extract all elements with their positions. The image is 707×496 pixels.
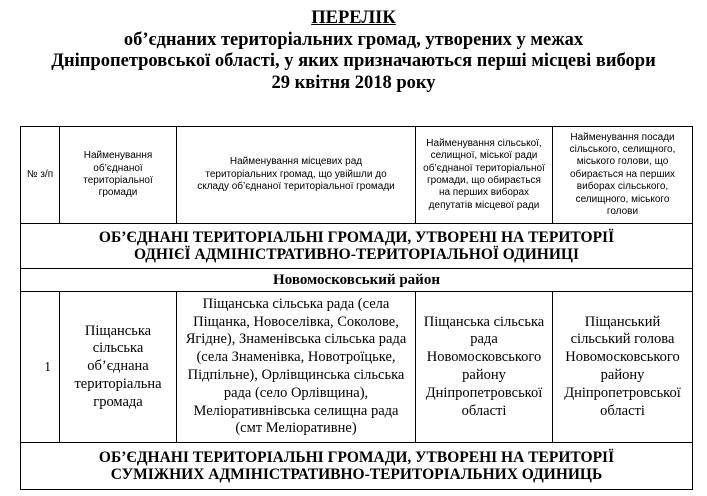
- document-title: [0, 8, 707, 94]
- header-community: Найменування об’єднаної територіальної громади: [60, 127, 177, 224]
- title-date: 29 квітня 2018 року: [271, 72, 436, 93]
- title-line-3: Дніпропетровської області, у яких призначаються перші місцеві вибори: [51, 51, 656, 71]
- section-heading-single-unit: [21, 224, 693, 269]
- district-heading: [21, 269, 693, 292]
- section-1-line-1: ОБ’ЄДНАНІ ТЕРИТОРІАЛЬНІ ГРОМАДИ, УТВОРЕНІ НА ТЕРИТОРІЇ: [98, 229, 615, 246]
- communities-table: [20, 126, 693, 490]
- row-head: Піщанський сільський голова Новомосковського району Дніпропетровської області: [553, 292, 693, 443]
- header-number: № з/п: [21, 127, 60, 224]
- section-1-line-2: ОДНІЄЇ АДМІНІСТРАТИВНО-ТЕРИТОРІАЛЬНОЇ ОДИНИЦІ: [133, 246, 580, 263]
- row-councils: Піщанська сільська рада (села Піщанка, Новоселівка, Соколове, Ягідне), Знаменівська сільська рада (села Знаменівка, Новотроїцьке, Підпільне), Орлівщинська сільська рада (село Орлівщина), Меліоративнівська селищна рада (смт Меліоративне): [177, 292, 416, 443]
- table-header-row: [21, 127, 693, 224]
- district-name: Новомосковський район: [21, 269, 693, 292]
- header-councils: Найменування місцевих рад територіальних громад, що увійшли до складу об’єднаної територіальної громади: [177, 127, 416, 224]
- row-number: 1: [21, 292, 60, 443]
- title-heading: ПЕРЕЛІК: [311, 8, 396, 28]
- section-2-line-1: ОБ’ЄДНАНІ ТЕРИТОРІАЛЬНІ ГРОМАДИ, УТВОРЕНІ НА ТЕРИТОРІЇ: [98, 449, 615, 466]
- row-council: Піщанська сільська рада Новомосковського району Дніпропетровської області: [416, 292, 553, 443]
- row-community: Піщанська сільська об’єднана територіальна громада: [60, 292, 177, 443]
- section-heading-adjacent-units: [21, 443, 693, 490]
- table-row: [21, 292, 693, 443]
- section-2-line-2: СУМІЖНИХ АДМІНІСТРАТИВНО-ТЕРИТОРІАЛЬНИХ ОДИНИЦЬ: [110, 466, 603, 483]
- header-head: Найменування посади сільського, селищного, міського голови, що обирається на перших виборах сільського, селищного, міського голови: [553, 127, 693, 224]
- title-line-2: об’єднаних територіальних громад, утворених у межах: [123, 29, 584, 50]
- header-council: Найменування сільської, селищної, міської ради об’єднаної територіальної громади, що обирається на перших виборах депутатів місцевої ради: [416, 127, 553, 224]
